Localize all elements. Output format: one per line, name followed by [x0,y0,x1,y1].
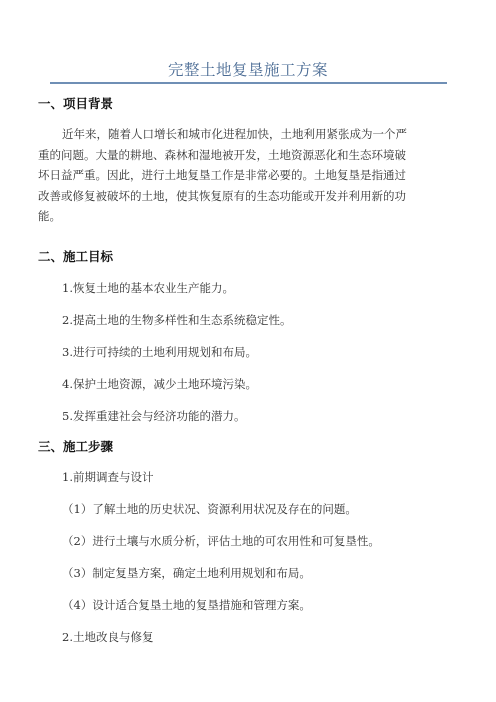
objective-item: 5.发挥重建社会与经济功能的潜力。 [62,409,246,423]
step-subitem: （1）了解土地的历史状况、资源利用状况及存在的问题。 [62,502,357,516]
paragraph-line: 能。 [38,209,61,223]
paragraph-line: 改善或修复被破坏的土地，使其恢复原有的生态功能或开发并利用新的功 [38,188,406,203]
section-heading-steps: 三、施工步骤 [38,439,114,454]
objective-item: 2.提高土地的生物多样性和生态系统稳定性。 [62,313,292,327]
background-paragraph [38,124,458,227]
paragraph-line: 近年来，随着人口增长和城市化进程加快，土地利用紧张成为一个严 [62,127,407,141]
section-heading-background: 一、项目背景 [38,96,114,111]
step-item: 2.土地改良与修复 [62,630,154,644]
step-subitem: （3）制定复垦方案，确定土地利用规划和布局。 [62,566,311,580]
step-subitem: （4）设计适合复垦土地的复垦措施和管理方案。 [62,598,311,612]
section-heading-objectives: 二、施工目标 [38,249,114,264]
title-underline [50,82,447,84]
objective-item: 4.保护土地资源，减少土地环境污染。 [62,377,257,391]
paragraph-line: 坏日益严重。因此，进行土地复垦工作是非常必要的。土地复垦是指通过 [38,168,406,182]
step-item: 1.前期调查与设计 [62,470,154,484]
paragraph-line: 重的问题。大量的耕地、森林和湿地被开发，土地资源恶化和生态环境破 [38,147,406,162]
document-title: 完整土地复垦施工方案 [167,61,328,79]
step-subitem: （2）进行土壤与水质分析，评估土地的可农用性和可复垦性。 [62,534,380,548]
objective-item: 1.恢复土地的基本农业生产能力。 [62,281,234,295]
objective-item: 3.进行可持续的土地利用规划和布局。 [62,345,257,359]
